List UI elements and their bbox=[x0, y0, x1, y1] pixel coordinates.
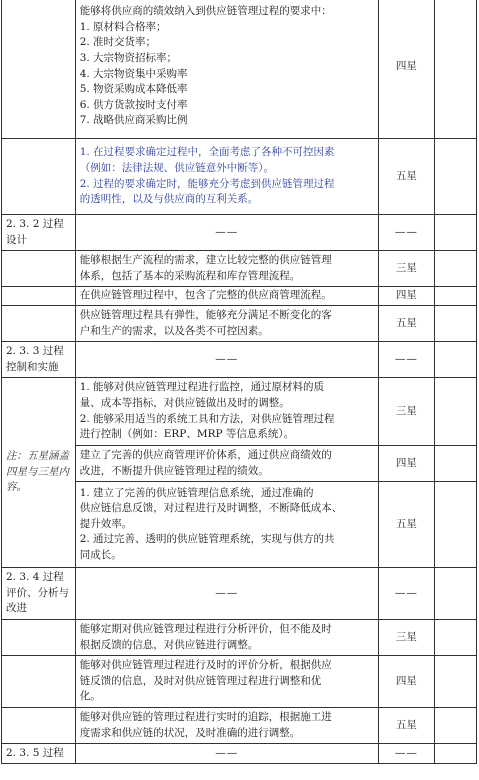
star-level: 五星 bbox=[378, 708, 434, 744]
table-row bbox=[2, 306, 477, 342]
section-title-line: 2. 3. 4 过程 bbox=[6, 571, 64, 584]
star-level: 五星 bbox=[378, 482, 434, 568]
star-level: 四星 bbox=[378, 287, 434, 306]
criteria-line: 5. 物资采购成本降低率 bbox=[79, 83, 188, 96]
dash-cell: —— bbox=[75, 568, 378, 620]
criteria-line: 的透明性，以及与供应商的互利关系。 bbox=[79, 193, 259, 206]
empty-cell bbox=[435, 446, 477, 482]
criteria-line: 同成长。 bbox=[79, 548, 122, 561]
star-level: 五星 bbox=[378, 139, 434, 215]
dash-cell: —— bbox=[378, 342, 434, 378]
criteria-line: 6. 供方货款按时支付率 bbox=[79, 98, 188, 111]
section-cell bbox=[2, 0, 76, 139]
criteria-line: 能够定期对供应链管理过程进行分析评价，但不能及时 bbox=[79, 622, 332, 635]
empty-cell bbox=[435, 708, 477, 744]
criteria-line: 2. 能够采用适当的系统工具和方法，对供应链管理过程 bbox=[79, 412, 335, 425]
empty-cell bbox=[435, 251, 477, 287]
section-title bbox=[2, 342, 76, 378]
criteria-line: 化。 bbox=[79, 690, 101, 703]
empty-cell bbox=[435, 287, 477, 306]
section-title-line: 2. 3. 3 过程 bbox=[6, 344, 64, 357]
criteria-line: 链反馈的信息，及时对供应链管理过程进行调整和优 bbox=[79, 674, 322, 687]
criteria-line: 能够对供应链管理过程进行及时的评价分析，根据供应 bbox=[79, 659, 332, 672]
criteria-line: 2. 通过完善、透明的供应链管理系统，实现与供方的共 bbox=[79, 533, 335, 546]
dash-cell: —— bbox=[75, 215, 378, 251]
section-cell bbox=[2, 306, 76, 342]
table-row bbox=[2, 251, 477, 287]
criteria-line: 4. 大宗物资集中采购率 bbox=[79, 67, 188, 80]
criteria-cell bbox=[75, 482, 378, 568]
star-level: 四星 bbox=[378, 446, 434, 482]
section-title-line: 2. 3. 2 过程 bbox=[6, 217, 64, 230]
criteria-line: 根据反馈的信息，对供应链进行调整。 bbox=[79, 638, 259, 651]
table-row bbox=[2, 656, 477, 708]
dash-cell: —— bbox=[378, 215, 434, 251]
criteria-line: 度需求和供应链的状况，及时准确的进行调整。 bbox=[79, 726, 301, 739]
criteria-line: 3. 大宗物资招标率； bbox=[79, 51, 178, 64]
empty-cell bbox=[435, 568, 477, 620]
star-level: 五星 bbox=[378, 306, 434, 342]
section-title bbox=[2, 744, 76, 764]
empty-cell bbox=[435, 306, 477, 342]
empty-cell bbox=[435, 744, 477, 764]
note-cell bbox=[2, 378, 76, 568]
section-title bbox=[2, 568, 76, 620]
criteria-line: 供应链信息反馈，对过程进行及时调整，不断降低成本、 bbox=[79, 502, 343, 515]
criteria-cell bbox=[75, 378, 378, 446]
empty-cell bbox=[435, 378, 477, 446]
criteria-cell bbox=[75, 620, 378, 656]
table-row bbox=[2, 568, 477, 620]
section-cell bbox=[2, 139, 76, 215]
empty-cell bbox=[435, 0, 477, 139]
criteria-line: 在供应链管理过程中，包含了完整的供应商管理流程。 bbox=[79, 289, 332, 302]
section-cell bbox=[2, 287, 76, 306]
section-title-line: 评价、分析与 bbox=[6, 586, 69, 599]
table-row bbox=[2, 378, 477, 446]
star-level: 四星 bbox=[378, 0, 434, 139]
table-row bbox=[2, 0, 477, 139]
section-title-line: 设计 bbox=[6, 233, 27, 246]
table-row bbox=[2, 139, 477, 215]
star-level: 三星 bbox=[378, 378, 434, 446]
dash-cell: —— bbox=[378, 568, 434, 620]
empty-cell bbox=[435, 139, 477, 215]
criteria-line: 体系，包括了基本的采购流程和库存管理流程。 bbox=[79, 269, 301, 282]
note-text: 注：五星涵盖四星与三星内容。 bbox=[6, 450, 69, 494]
dash-cell: —— bbox=[378, 744, 434, 764]
table-row bbox=[2, 708, 477, 744]
criteria-cell bbox=[75, 306, 378, 342]
criteria-line: 能够将供应商的绩效纳入到供应链管理过程的要求中： bbox=[79, 5, 332, 18]
section-cell bbox=[2, 708, 76, 744]
criteria-line: 2. 过程的要求确定时，能够充分考虑到供应链管理过程 bbox=[79, 177, 335, 190]
criteria-line: 2. 准时交货率； bbox=[79, 36, 157, 49]
criteria-cell bbox=[75, 0, 378, 139]
criteria-line: 供应链管理过程具有弹性，能够充分满足不断变化的客 bbox=[79, 308, 332, 321]
empty-cell bbox=[435, 656, 477, 708]
criteria-line: 能够对供应链的管理过程进行实时的追踪，根据施工进 bbox=[79, 710, 332, 723]
table-row bbox=[2, 620, 477, 656]
criteria-cell bbox=[75, 139, 378, 215]
empty-cell bbox=[435, 215, 477, 251]
dash-cell: —— bbox=[75, 744, 378, 764]
criteria-line: 1. 建立了完善的供应链管理信息系统，通过准确的 bbox=[79, 486, 314, 499]
section-title bbox=[2, 215, 76, 251]
criteria-line: 能够根据生产流程的需求，建立比较完整的供应链管理 bbox=[79, 253, 332, 266]
criteria-cell bbox=[75, 287, 378, 306]
criteria-line: 1. 能够对供应链管理过程进行监控，通过原材料的质 bbox=[79, 381, 325, 394]
section-title-line: 控制和实施 bbox=[6, 360, 59, 373]
empty-cell bbox=[435, 482, 477, 568]
section-cell bbox=[2, 656, 76, 708]
criteria-line: 7. 战略供应商采购比例 bbox=[79, 114, 188, 127]
star-level: 三星 bbox=[378, 620, 434, 656]
table-row bbox=[2, 215, 477, 251]
criteria-cell bbox=[75, 708, 378, 744]
criteria-line: 量、成本等指标，对供应链做出及时的调整。 bbox=[79, 396, 290, 409]
criteria-cell bbox=[75, 251, 378, 287]
empty-cell bbox=[435, 342, 477, 378]
dash-cell: —— bbox=[75, 342, 378, 378]
empty-cell bbox=[435, 620, 477, 656]
criteria-line: 1. 在过程要求确定过程中，全面考虑了各种不可控因素 bbox=[79, 146, 335, 159]
section-title-line: 2. 3. 5 过程 bbox=[6, 746, 64, 759]
criteria-line: 1. 原材料合格率； bbox=[79, 20, 167, 33]
table-row bbox=[2, 744, 477, 764]
star-level: 三星 bbox=[378, 251, 434, 287]
table-row bbox=[2, 287, 477, 306]
criteria-cell bbox=[75, 446, 378, 482]
section-cell bbox=[2, 251, 76, 287]
section-title-line: 改进 bbox=[6, 602, 27, 615]
criteria-line: （例如：法律法规、供应链意外中断等）。 bbox=[79, 161, 274, 174]
table-row bbox=[2, 342, 477, 378]
star-level: 四星 bbox=[378, 656, 434, 708]
criteria-line: 建立了完善的供应商管理评价体系，通过供应商绩效的 bbox=[79, 448, 332, 461]
evaluation-table bbox=[1, 0, 477, 764]
criteria-line: 提升效率。 bbox=[79, 517, 133, 530]
section-cell bbox=[2, 620, 76, 656]
criteria-line: 改进，不断提升供应链管理过程的绩效。 bbox=[79, 464, 269, 477]
criteria-cell bbox=[75, 656, 378, 708]
criteria-line: 户和生产的需求，以及各类不可控因素。 bbox=[79, 324, 269, 337]
criteria-line: 进行控制（例如：ERP、MRP 等信息系统）。 bbox=[79, 428, 295, 441]
